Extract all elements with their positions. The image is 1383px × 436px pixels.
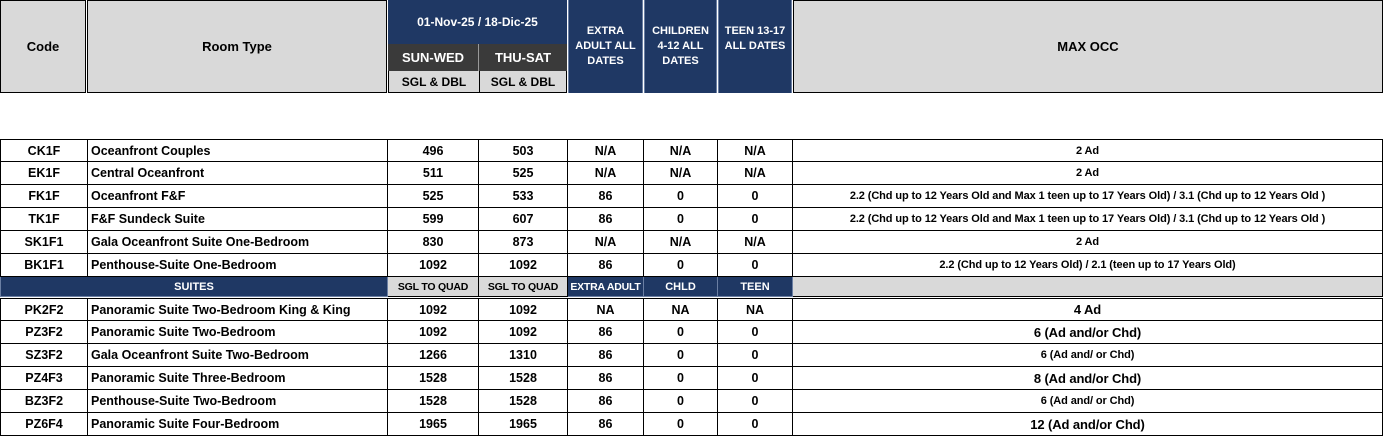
table-row xyxy=(0,344,1383,367)
cell-max-occ: 2.2 (Chd up to 12 Years Old and Max 1 teen up to 17 Years Old) / 3.1 (Chd up to 12 Years Old ) xyxy=(793,185,1383,208)
table-row xyxy=(0,208,1383,231)
table-row xyxy=(0,185,1383,208)
header-teen-l2: ALL DATES xyxy=(724,40,786,52)
cell-extra-adult: 86 xyxy=(568,413,644,436)
cell-rate-sun-wed: 1092 xyxy=(388,321,479,344)
cell-max-occ: 2 Ad xyxy=(793,162,1383,185)
cell-rate-thu-sat: 1092 xyxy=(479,321,568,344)
cell-children: 0 xyxy=(644,390,718,413)
header-extra-adult xyxy=(568,0,643,93)
header-date-range-label: 01-Nov-25 / 18-Dic-25 xyxy=(417,15,538,29)
cell-rate-thu-sat: 1092 xyxy=(479,254,568,277)
cell-code: EK1F xyxy=(0,162,88,185)
header-children-l3: DATES xyxy=(662,55,699,67)
cell-rate-thu-sat: 1528 xyxy=(479,390,568,413)
header-thu-sat-label: THU-SAT xyxy=(494,50,552,65)
cell-rate-sun-wed: 496 xyxy=(388,139,479,162)
cell-max-occ: 4 Ad xyxy=(793,298,1383,321)
header-max-occ xyxy=(793,0,1383,93)
cell-max-occ: 12 (Ad and/or Chd) xyxy=(793,413,1383,436)
cell-extra-adult: 86 xyxy=(568,367,644,390)
cell-extra-adult: NA xyxy=(568,298,644,321)
cell-code: SZ3F2 xyxy=(0,344,88,367)
cell-code: TK1F xyxy=(0,208,88,231)
cell-rate-thu-sat: 1528 xyxy=(479,367,568,390)
cell-teen: 0 xyxy=(718,321,793,344)
cell-extra-adult: 86 xyxy=(568,390,644,413)
cell-extra-adult: 86 xyxy=(568,321,644,344)
header-sgl-dbl-2 xyxy=(479,71,567,93)
cell-rate-thu-sat: 525 xyxy=(479,162,568,185)
cell-rate-sun-wed: 1528 xyxy=(388,390,479,413)
header-thu-sat xyxy=(479,44,567,71)
cell-extra-adult: N/A xyxy=(568,139,644,162)
cell-room-name: Oceanfront F&F xyxy=(88,185,388,208)
header-sgl-dbl-1 xyxy=(388,71,480,93)
cell-teen: 0 xyxy=(718,413,793,436)
cell-teen: 0 xyxy=(718,185,793,208)
suites-band-label: SUITES xyxy=(0,277,388,297)
cell-extra-adult: 86 xyxy=(568,208,644,231)
cell-teen: NA xyxy=(718,298,793,321)
cell-code: FK1F xyxy=(0,185,88,208)
table-row xyxy=(0,413,1383,436)
cell-code: BK1F1 xyxy=(0,254,88,277)
cell-teen: N/A xyxy=(718,162,793,185)
cell-code: SK1F1 xyxy=(0,231,88,254)
cell-rate-sun-wed: 1092 xyxy=(388,254,479,277)
cell-max-occ: 2 Ad xyxy=(793,139,1383,162)
cell-room-name: Gala Oceanfront Suite Two-Bedroom xyxy=(88,344,388,367)
header-extra-adult-l1: EXTRA xyxy=(586,25,625,37)
cell-teen: 0 xyxy=(718,208,793,231)
cell-rate-thu-sat: 503 xyxy=(479,139,568,162)
cell-code: PZ4F3 xyxy=(0,367,88,390)
table-row xyxy=(0,367,1383,390)
header-max-occ-label: MAX OCC xyxy=(1057,39,1119,54)
cell-rate-thu-sat: 1092 xyxy=(479,298,568,321)
cell-children: N/A xyxy=(644,162,718,185)
cell-rate-sun-wed: 525 xyxy=(388,185,479,208)
cell-room-name: Gala Oceanfront Suite One-Bedroom xyxy=(88,231,388,254)
cell-children: 0 xyxy=(644,321,718,344)
cell-room-name: Panoramic Suite Two-Bedroom King & King xyxy=(88,298,388,321)
header-room-type-label: Room Type xyxy=(202,39,272,54)
table-row xyxy=(0,298,1383,321)
table-row xyxy=(0,390,1383,413)
cell-rate-sun-wed: 1528 xyxy=(388,367,479,390)
cell-children: 0 xyxy=(644,413,718,436)
cell-teen: 0 xyxy=(718,390,793,413)
cell-teen: 0 xyxy=(718,254,793,277)
cell-code: PZ6F4 xyxy=(0,413,88,436)
cell-rate-sun-wed: 830 xyxy=(388,231,479,254)
cell-children: 0 xyxy=(644,367,718,390)
cell-room-name: Oceanfront Couples xyxy=(88,139,388,162)
cell-rate-thu-sat: 873 xyxy=(479,231,568,254)
cell-children: 0 xyxy=(644,344,718,367)
cell-extra-adult: 86 xyxy=(568,254,644,277)
suites-band-thu-sat: SGL TO QUAD xyxy=(479,277,568,297)
cell-extra-adult: 86 xyxy=(568,185,644,208)
header-code-label: Code xyxy=(26,39,60,54)
cell-extra-adult: 86 xyxy=(568,344,644,367)
cell-rate-sun-wed: 599 xyxy=(388,208,479,231)
cell-max-occ: 2.2 (Chd up to 12 Years Old) / 2.1 (teen up to 17 Years Old) xyxy=(793,254,1383,277)
header-sun-wed-label: SUN-WED xyxy=(401,50,465,65)
cell-children: 0 xyxy=(644,208,718,231)
cell-children: NA xyxy=(644,298,718,321)
suites-band-sun-wed: SGL TO QUAD xyxy=(388,277,479,297)
header-teen xyxy=(718,0,792,93)
cell-rate-thu-sat: 607 xyxy=(479,208,568,231)
cell-teen: N/A xyxy=(718,231,793,254)
cell-rate-thu-sat: 1965 xyxy=(479,413,568,436)
cell-rate-sun-wed: 1092 xyxy=(388,298,479,321)
header-sgl-dbl-1-label: SGL & DBL xyxy=(401,74,467,89)
cell-extra-adult: N/A xyxy=(568,231,644,254)
cell-code: PK2F2 xyxy=(0,298,88,321)
header-children-l1: CHILDREN xyxy=(652,25,709,37)
cell-code: CK1F xyxy=(0,139,88,162)
cell-room-name: F&F Sundeck Suite xyxy=(88,208,388,231)
header-children xyxy=(644,0,717,93)
table-row xyxy=(0,321,1383,344)
cell-room-name: Panoramic Suite Two-Bedroom xyxy=(88,321,388,344)
header-extra-adult-l3: DATES xyxy=(587,55,624,67)
suites-band-max xyxy=(793,277,1383,297)
table-row xyxy=(0,139,1383,162)
header-children-l2: 4-12 ALL xyxy=(657,40,704,52)
suites-band-extra: EXTRA ADULT xyxy=(568,277,644,297)
header-teen-l1: TEEN 13-17 xyxy=(724,25,786,37)
cell-children: N/A xyxy=(644,231,718,254)
cell-rate-sun-wed: 511 xyxy=(388,162,479,185)
cell-room-name: Panoramic Suite Three-Bedroom xyxy=(88,367,388,390)
cell-rate-sun-wed: 1266 xyxy=(388,344,479,367)
suites-band-child: CHLD xyxy=(644,277,718,297)
suites-band xyxy=(0,277,1383,297)
cell-code: BZ3F2 xyxy=(0,390,88,413)
header-sgl-dbl-2-label: SGL & DBL xyxy=(490,74,556,89)
cell-max-occ: 6 (Ad and/ or Chd) xyxy=(793,344,1383,367)
table-row xyxy=(0,254,1383,277)
cell-max-occ: 8 (Ad and/or Chd) xyxy=(793,367,1383,390)
cell-max-occ: 2 Ad xyxy=(793,231,1383,254)
table-row xyxy=(0,231,1383,254)
cell-room-name: Panoramic Suite Four-Bedroom xyxy=(88,413,388,436)
header-extra-adult-l2: ADULT ALL xyxy=(575,40,636,52)
cell-rate-sun-wed: 1965 xyxy=(388,413,479,436)
cell-children: 0 xyxy=(644,185,718,208)
cell-rate-thu-sat: 1310 xyxy=(479,344,568,367)
header-room-type xyxy=(87,0,387,93)
cell-rate-thu-sat: 533 xyxy=(479,185,568,208)
cell-code: PZ3F2 xyxy=(0,321,88,344)
cell-room-name: Penthouse-Suite Two-Bedroom xyxy=(88,390,388,413)
cell-teen: 0 xyxy=(718,344,793,367)
table-row xyxy=(0,162,1383,185)
cell-teen: 0 xyxy=(718,367,793,390)
cell-extra-adult: N/A xyxy=(568,162,644,185)
header-date-range xyxy=(388,0,567,44)
suites-band-teen: TEEN xyxy=(718,277,793,297)
cell-max-occ: 6 (Ad and/ or Chd) xyxy=(793,390,1383,413)
cell-children: N/A xyxy=(644,139,718,162)
cell-max-occ: 6 (Ad and/or Chd) xyxy=(793,321,1383,344)
cell-teen: N/A xyxy=(718,139,793,162)
cell-room-name: Penthouse-Suite One-Bedroom xyxy=(88,254,388,277)
cell-room-name: Central Oceanfront xyxy=(88,162,388,185)
cell-max-occ: 2.2 (Chd up to 12 Years Old and Max 1 teen up to 17 Years Old) / 3.1 (Chd up to 12 Years Old ) xyxy=(793,208,1383,231)
header-sun-wed xyxy=(388,44,479,71)
cell-children: 0 xyxy=(644,254,718,277)
header-code xyxy=(0,0,86,93)
